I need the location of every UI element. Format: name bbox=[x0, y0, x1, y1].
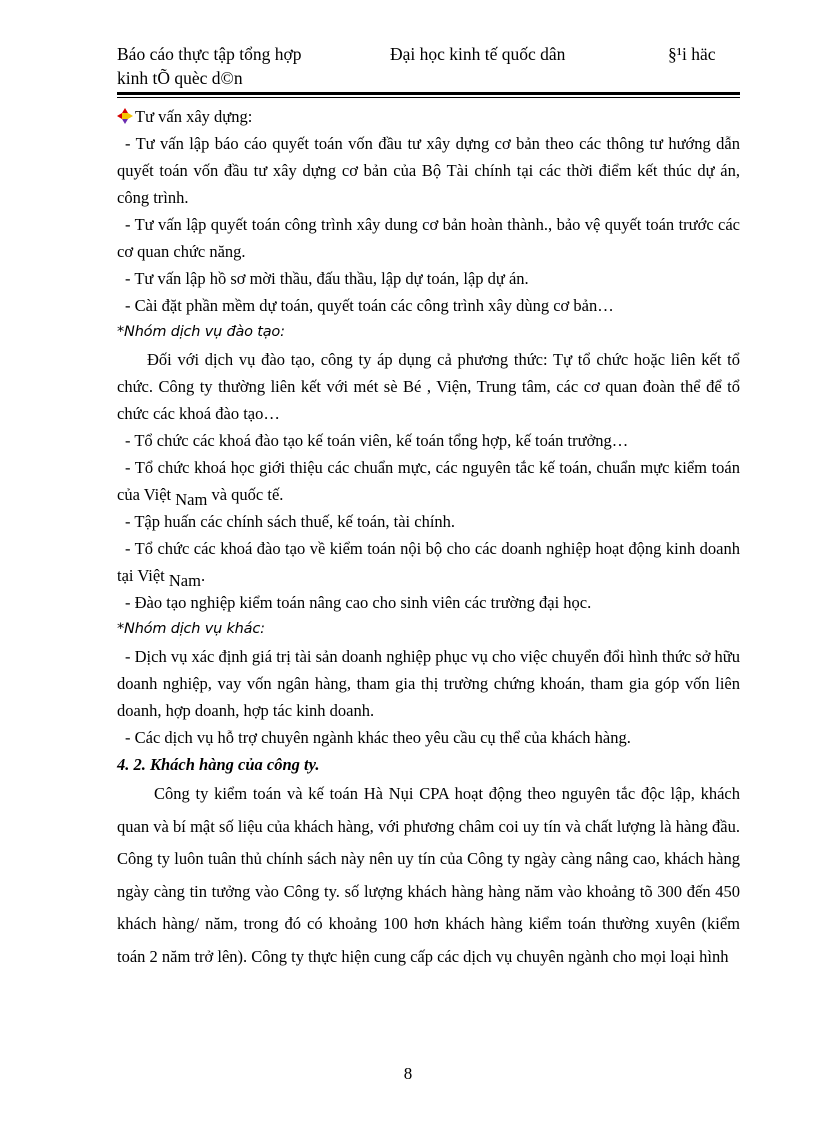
training-intro: Đối với dịch vụ đào tạo, công ty áp dụng cả phương thức: Tự tổ chức hoặc liên kết tổ chức. Công ty thường liên kết với mét sè Bé , Viện, Trung tâm, các cơ quan đoàn thể để tổ chức các khoá đào tạo… bbox=[117, 350, 740, 423]
header-rule-thick bbox=[117, 92, 740, 95]
list-item: - Cài đặt phần mềm dự toán, quyết toán các công trình xây dùng cơ bản… bbox=[125, 296, 614, 315]
page-header bbox=[117, 42, 740, 90]
list-item: - Tư vấn lập hồ sơ mời thầu, đấu thầu, lập dự toán, lập dự án. bbox=[125, 269, 529, 288]
document-body bbox=[117, 103, 740, 973]
customers-paragraph: Công ty kiểm toán và kế toán Hà Nụi CPA hoạt động theo nguyên tắc độc lập, khách quan và bí mật số liệu của khách hàng, với phương châm coi uy tín và chất lượng là hàng đầu. Công ty luôn tuân thủ chính sách này nên uy tín của Công ty ngày càng nâng cao, khách hàng ngày càng tin tưởng vào Công ty. số lượng khách hàng hàng năm vào khoảng tõ 300 đến 450 khách hàng/ năm, trong đó có khoảng 100 hơn khách hàng kiểm toán thường xuyên (kiểm toán 2 năm trở lên). Công ty thực hiện cung cấp các dịch vụ chuyên ngành cho mọi loại hình bbox=[117, 784, 740, 966]
header-university: Đại học kinh tế quốc dân bbox=[390, 44, 566, 64]
training-title: *Nhóm dịch vụ đào tạo: bbox=[117, 324, 285, 340]
arrow-bullet-icon bbox=[117, 105, 133, 121]
header-school-garbled: kinh tÕ quèc d©n bbox=[117, 68, 243, 88]
header-right-garbled: §¹i häc bbox=[668, 44, 716, 64]
list-item: - Đào tạo nghiệp kiểm toán nâng cao cho sinh viên các trường đại học. bbox=[125, 593, 592, 612]
list-item: - Tổ chức các khoá đào tạo về kiểm toán nội bộ cho các doanh nghiệp hoạt động kinh doanh tại Việt Nam. bbox=[117, 539, 740, 590]
list-item: - Tư vấn lập báo cáo quyết toán vốn đầu tư xây dựng cơ bản theo các thông tư hướng dẫn quyết toán vốn đầu tư xây dựng cơ bản của Bộ Tài chính tại các thời điểm kết thúc dự án, công trình. bbox=[117, 134, 740, 207]
list-item: - Tư vấn lập quyết toán công trình xây dung cơ bản hoàn thành., bảo vệ quyết toán trước các cơ quan chức năng. bbox=[117, 215, 740, 261]
section-heading-customers: 4. 2. Khách hàng của công ty. bbox=[117, 755, 320, 774]
list-item: - Các dịch vụ hỗ trợ chuyên ngành khác theo yêu cầu cụ thể của khách hàng. bbox=[125, 728, 631, 747]
list-item: - Tổ chức khoá học giới thiệu các chuẩn mực, các nguyên tắc kế toán, chuẩn mực kiểm toán của Việt Nam và quốc tế. bbox=[117, 458, 740, 509]
other-title: *Nhóm dịch vụ khác: bbox=[117, 621, 265, 637]
list-item: - Tập huấn các chính sách thuế, kế toán, tài chính. bbox=[125, 512, 456, 531]
list-item: - Dịch vụ xác định giá trị tài sản doanh nghiệp phục vụ cho việc chuyển đổi hình thức sở hữu doanh nghiệp, vay vốn ngân hàng, tham gia thị trường chứng khoán, tham gia góp vốn liên doanh, hợp doanh, hợp tác kinh doanh. bbox=[117, 647, 740, 720]
construction-title: Tư vấn xây dựng: bbox=[117, 103, 740, 130]
page-number: 8 bbox=[403, 1064, 413, 1083]
list-item: - Tổ chức các khoá đào tạo kế toán viên, kế toán tổng hợp, kế toán trưởng… bbox=[125, 431, 629, 450]
header-report-title: Báo cáo thực tập tổng hợp bbox=[117, 44, 302, 64]
header-rule-thin bbox=[117, 97, 740, 98]
header-left bbox=[117, 42, 347, 90]
